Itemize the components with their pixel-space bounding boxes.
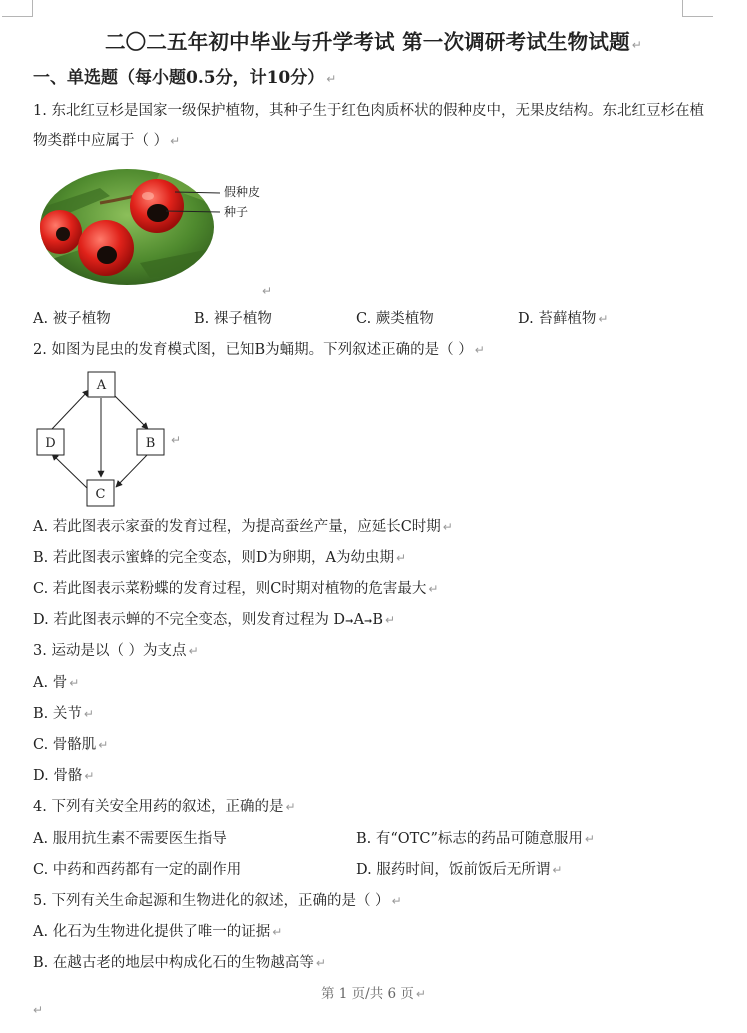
q2-option-d: D. 若此图表示蝉的不完全变态，则发育过程为 D➞A➞B ↵ xyxy=(33,612,396,628)
q5-stem: 5. 下列有关生命起源和生物进化的叙述，正确的是（ ） ↵ xyxy=(33,893,402,909)
q1-option-b: B. 裸子植物 xyxy=(194,311,272,327)
paragraph-mark: ↵ xyxy=(171,433,182,447)
q4-option-d: D. 服药时间，饭前饭后无所谓 ↵ xyxy=(356,862,563,878)
exam-title: 二〇二五年初中毕业与升学考试 第一次调研考试生物试题 ↵ xyxy=(104,30,643,54)
paragraph-mark: ↵ xyxy=(598,312,609,326)
paragraph-mark: ↵ xyxy=(84,769,95,783)
q2-option-c: C. 若此图表示菜粉蝶的发育过程，则C时期对植物的危害最大 ↵ xyxy=(33,581,439,597)
paragraph-mark: ↵ xyxy=(285,800,296,814)
node-d-label: D xyxy=(45,436,56,451)
paragraph-mark: ↵ xyxy=(188,644,199,658)
paragraph-mark: ↵ xyxy=(262,284,273,298)
arrow-a-to-b xyxy=(113,394,148,429)
q2-stem: 2. 如图为昆虫的发育模式图，已知B为蛹期。下列叙述正确的是（ ） ↵ xyxy=(33,342,485,358)
paragraph-mark: ↵ xyxy=(384,613,396,627)
paragraph-mark: ↵ xyxy=(326,72,337,86)
label-aril: 假种皮 xyxy=(224,185,261,199)
crop-mark-right xyxy=(682,0,713,17)
paragraph-mark: ↵ xyxy=(584,832,595,846)
q1-option-c: C. 蕨类植物 xyxy=(356,311,434,327)
paragraph-mark: ↵ xyxy=(98,738,109,752)
q4-option-b: B. 有“OTC”标志的药品可随意服用 ↵ xyxy=(356,831,595,847)
crop-mark-left xyxy=(2,0,33,17)
paragraph-mark: ↵ xyxy=(395,551,407,565)
q1-stem-line2: 物类群中应属于（ ） ↵ xyxy=(33,133,181,149)
paragraph-mark: ↵ xyxy=(33,1003,44,1017)
paragraph-mark: ↵ xyxy=(552,863,563,877)
node-a-label: A xyxy=(96,378,107,393)
q3-option-c: C. 骨骼肌 ↵ xyxy=(33,737,109,753)
label-seed: 种子 xyxy=(224,205,249,219)
arrow-right-icon: ➞ xyxy=(363,616,373,627)
node-b-label: B xyxy=(145,436,156,451)
paragraph-mark: ↵ xyxy=(631,38,643,52)
page-footer: 第 1 页/共 6 页 ↵ xyxy=(321,986,426,1002)
q5-option-a: A. 化石为生物进化提供了唯一的证据 ↵ xyxy=(33,924,283,940)
q4-option-a: A. 服用抗生素不需要医生指导 xyxy=(33,831,227,847)
section-heading: 一、单选题（每小题0.5分，计10分） ↵ xyxy=(33,68,337,88)
node-c-label: C xyxy=(95,487,106,502)
node-b xyxy=(137,429,164,455)
q2-option-b: B. 若此图表示蜜蜂的完全变态，则D为卵期，A为幼虫期 ↵ xyxy=(33,550,407,566)
node-d xyxy=(37,429,64,455)
q1-option-d: D. 苔藓植物 ↵ xyxy=(518,311,609,327)
paragraph-mark: ↵ xyxy=(415,987,426,1001)
arrow-d-to-a xyxy=(52,390,89,429)
arrow-b-to-c xyxy=(116,454,148,487)
paragraph-mark: ↵ xyxy=(474,343,485,357)
paragraph-mark: ↵ xyxy=(315,956,326,970)
q3-option-b: B. 关节 ↵ xyxy=(33,706,94,722)
q3-stem: 3. 运动是以（ ）为支点 ↵ xyxy=(33,643,199,659)
node-a xyxy=(88,372,115,397)
q1-stem-line1: 1. 东北红豆杉是国家一级保护植物，其种子生于红色肉质杯状的假种皮中，无果皮结构。东北红豆杉在植 xyxy=(33,103,704,119)
node-c xyxy=(87,480,114,506)
paragraph-mark: ↵ xyxy=(272,925,283,939)
paragraph-mark: ↵ xyxy=(391,894,402,908)
paragraph-mark: ↵ xyxy=(428,582,439,596)
q4-stem: 4. 下列有关安全用药的叙述，正确的是 ↵ xyxy=(33,799,296,815)
q4-option-c: C. 中药和西药都有一定的副作用 xyxy=(33,862,242,878)
q3-option-d: D. 骨骼 ↵ xyxy=(33,768,95,784)
q1-option-a: A. 被子植物 xyxy=(33,311,111,327)
q3-option-a: A. 骨 ↵ xyxy=(33,675,80,691)
paragraph-mark: ↵ xyxy=(69,676,80,690)
arrow-c-to-d xyxy=(52,454,87,488)
paragraph-mark: ↵ xyxy=(442,520,453,534)
paragraph-mark: ↵ xyxy=(83,707,94,721)
paragraph-mark: ↵ xyxy=(170,134,181,148)
q5-option-b: B. 在越古老的地层中构成化石的生物越高等 ↵ xyxy=(33,955,326,971)
arrow-right-icon: ➞ xyxy=(345,616,354,627)
q2-option-a: A. 若此图表示家蚕的发育过程，为提高蚕丝产量，应延长C时期 ↵ xyxy=(33,519,453,535)
insect-development-diagram xyxy=(30,366,175,511)
